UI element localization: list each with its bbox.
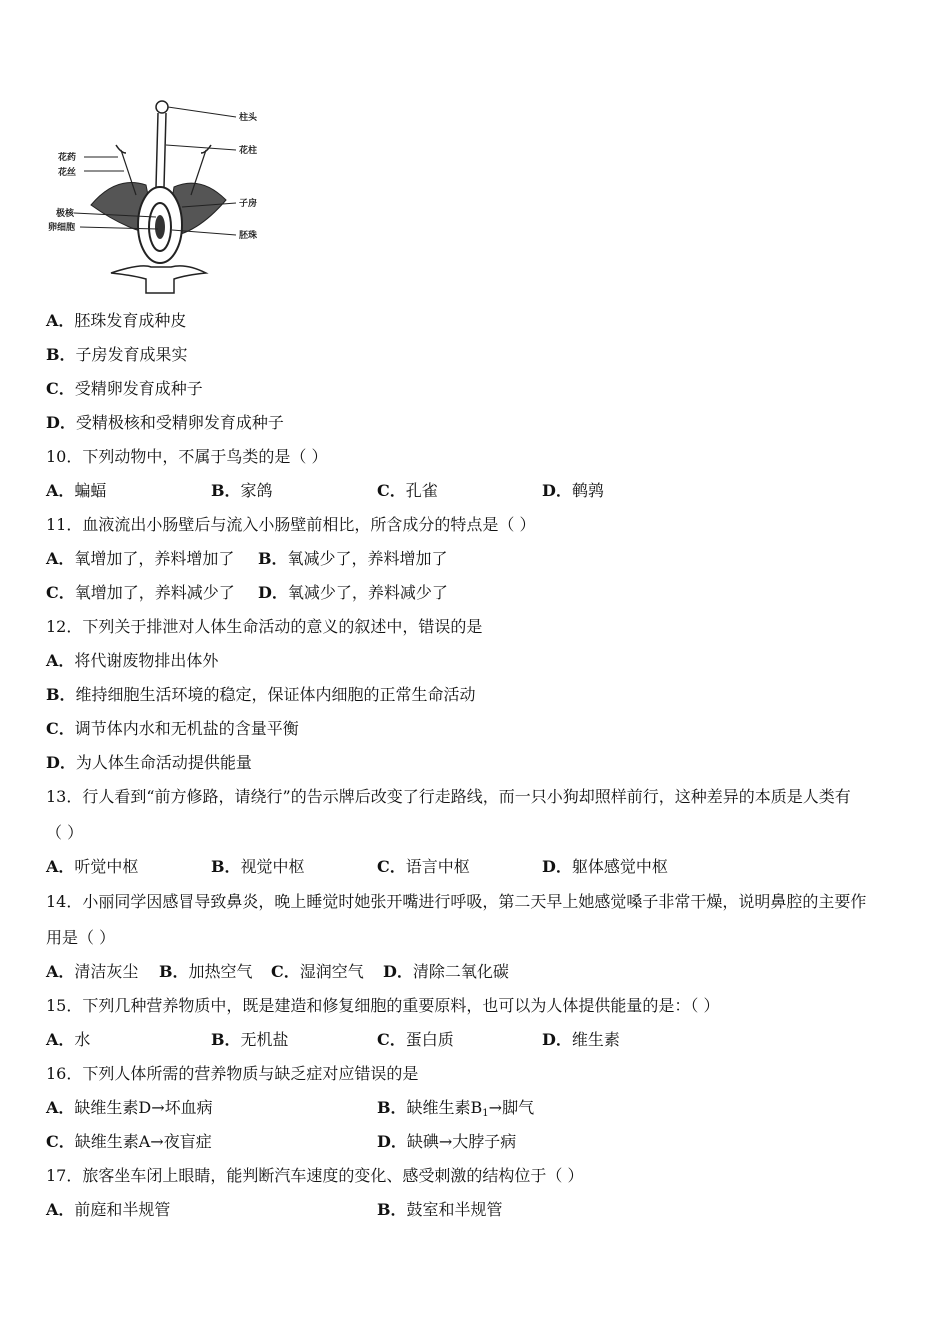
q13-option-a: A．听觉中枢	[46, 857, 139, 876]
q11-option-d: D．氧减少了，养料减少了	[258, 583, 448, 602]
q10-option-b: B．家鸽	[211, 481, 273, 500]
q17-stem: 17．旅客坐车闭上眼睛，能判断汽车速度的变化、感受刺激的结构位于（ ）	[46, 1166, 584, 1185]
q10-stem: 10．下列动物中，不属于鸟类的是（ ）	[46, 447, 328, 466]
label-style: 花柱	[239, 146, 258, 156]
q13-option-d: D．躯体感觉中枢	[542, 857, 668, 876]
label-ovary: 子房	[239, 199, 258, 209]
q11-option-c: C．氧增加了，养料减少了	[46, 583, 235, 602]
q13-stem-line2: （ ）	[46, 823, 84, 842]
label-polar-nuclei: 极核	[56, 209, 75, 219]
q12-option-d: D．为人体生命活动提供能量	[46, 753, 252, 772]
q13-option-c: C．语言中枢	[377, 857, 470, 876]
q13-stem-line1: 13．行人看到“前方修路，请绕行”的告示牌后改变了行走路线，而一只小狗却照样前行，这种差异的本质是人类有	[46, 787, 851, 806]
q16-option-d: D．缺碘→大脖子病	[377, 1132, 517, 1151]
q16-stem: 16．下列人体所需的营养物质与缺乏症对应错误的是	[46, 1064, 419, 1083]
label-stigma: 柱头	[239, 113, 258, 123]
label-filament: 花丝	[58, 168, 77, 178]
q16-option-c: C．缺维生素A→夜盲症	[46, 1132, 212, 1151]
q15-option-c: C．蛋白质	[377, 1030, 454, 1049]
q14-option-c: C．湿润空气	[271, 962, 364, 981]
q12-option-b: B．维持细胞生活环境的稳定，保证体内细胞的正常生命活动	[46, 685, 476, 704]
q10-option-d: D．鹌鹑	[542, 481, 604, 500]
q16-option-a: A．缺维生素D→坏血病	[46, 1098, 213, 1117]
q14-option-d: D．清除二氧化碳	[383, 962, 509, 981]
q15-stem: 15．下列几种营养物质中，既是建造和修复细胞的重要原料，也可以为人体提供能量的是：（ ）	[46, 996, 720, 1015]
q9-option-b: B．子房发育成果实	[46, 345, 188, 364]
q11-option-b: B．氧减少了，养料增加了	[258, 549, 448, 568]
q9-option-d: D．受精极核和受精卵发育成种子	[46, 413, 284, 432]
q12-option-c: C．调节体内水和无机盐的含量平衡	[46, 719, 299, 738]
q9-option-a: A．胚珠发育成种皮	[46, 311, 187, 330]
q14-option-a: A．清洁灰尘	[46, 962, 139, 981]
q15-option-a: A．水	[46, 1030, 91, 1049]
flower-structure-diagram	[46, 95, 276, 300]
q14-stem-line1: 14．小丽同学因感冒导致鼻炎，晚上睡觉时她张开嘴进行呼吸，第二天早上她感觉嗓子非常干燥，说明鼻腔的主要作	[46, 892, 867, 911]
q15-option-b: B．无机盐	[211, 1030, 289, 1049]
q17-option-a: A．前庭和半规管	[46, 1200, 171, 1219]
q13-option-b: B．视觉中枢	[211, 857, 305, 876]
q14-stem-line2: 用是（ ）	[46, 928, 116, 947]
q17-option-b: B．鼓室和半规管	[377, 1200, 503, 1219]
label-egg-cell: 卵细胞	[48, 223, 76, 233]
q10-option-c: C．孔雀	[377, 481, 438, 500]
q14-option-b: B．加热空气	[159, 962, 253, 981]
q15-option-d: D．维生素	[542, 1030, 620, 1049]
label-anther: 花药	[58, 153, 77, 163]
q16-option-b: B．缺维生素$B_1\to$脚气	[377, 1098, 535, 1119]
q12-stem: 12．下列关于排泄对人体生命活动的意义的叙述中，错误的是	[46, 617, 483, 636]
q9-option-c: C．受精卵发育成种子	[46, 379, 203, 398]
q10-option-a: A．蝙蝠	[46, 481, 107, 500]
q12-option-a: A．将代谢废物排出体外	[46, 651, 219, 670]
label-ovule: 胚珠	[239, 231, 258, 241]
q11-stem: 11．血液流出小肠壁后与流入小肠壁前相比，所含成分的特点是（ ）	[46, 515, 536, 534]
q11-option-a: A．氧增加了，养料增加了	[46, 549, 235, 568]
